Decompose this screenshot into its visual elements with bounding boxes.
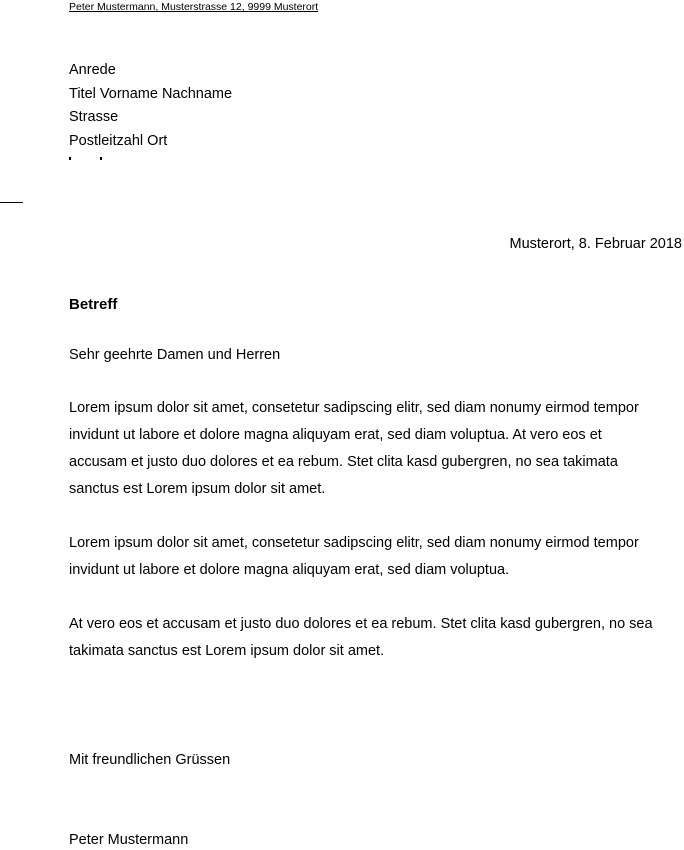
paragraph-line: accusam et justo duo dolores et ea rebum. Stet clita kasd gubergren, no sea takimata <box>69 454 618 470</box>
body-paragraph-1 <box>69 395 682 503</box>
recipient-salutation-line: Anrede <box>69 62 116 78</box>
letter-closing: Mit freundlichen Grüssen <box>69 752 231 768</box>
paragraph-line: Lorem ipsum dolor sit amet, consetetur sadipscing elitr, sed diam nonumy eirmod tempor <box>69 400 639 416</box>
recipient-name-line: Titel Vorname Nachname <box>69 85 233 102</box>
paragraph-line: invidunt ut labore et dolore magna aliquyam erat, sed diam voluptua. <box>69 562 510 578</box>
paragraph-line: Lorem ipsum dolor sit amet, consetetur sadipscing elitr, sed diam nonumy eirmod tempor <box>69 535 639 551</box>
body-paragraph-2 <box>69 530 682 584</box>
recipient-address <box>69 59 232 153</box>
paragraph-line: takimata sanctus est Lorem ipsum dolor sit amet. <box>69 643 385 659</box>
paragraph-line: At vero eos et accusam et justo duo dolores et ea rebum. Stet clita kasd gubergren, no sea <box>69 616 653 632</box>
paragraph-line: sanctus est Lorem ipsum dolor sit amet. <box>69 481 326 497</box>
letter-signature: Peter Mustermann <box>69 832 189 848</box>
paragraph-line: invidunt ut labore et dolore magna aliquyam erat, sed diam voluptua. At vero eos et <box>69 427 602 443</box>
fold-mark <box>0 202 23 203</box>
recipient-street-line: Strasse <box>69 109 119 125</box>
letter-subject: Betreff <box>69 296 118 313</box>
letter-salutation: Sehr geehrte Damen und Herren <box>69 347 281 363</box>
letter-date: Musterort, 8. Februar 2018 <box>509 236 682 252</box>
body-paragraph-3 <box>69 611 682 665</box>
recipient-city-line: Postleitzahl Ort <box>69 132 168 149</box>
clipped-text-marks <box>69 151 109 161</box>
sender-return-address: Peter Mustermann, Musterstrasse 12, 9999 Musterort <box>69 1 319 13</box>
